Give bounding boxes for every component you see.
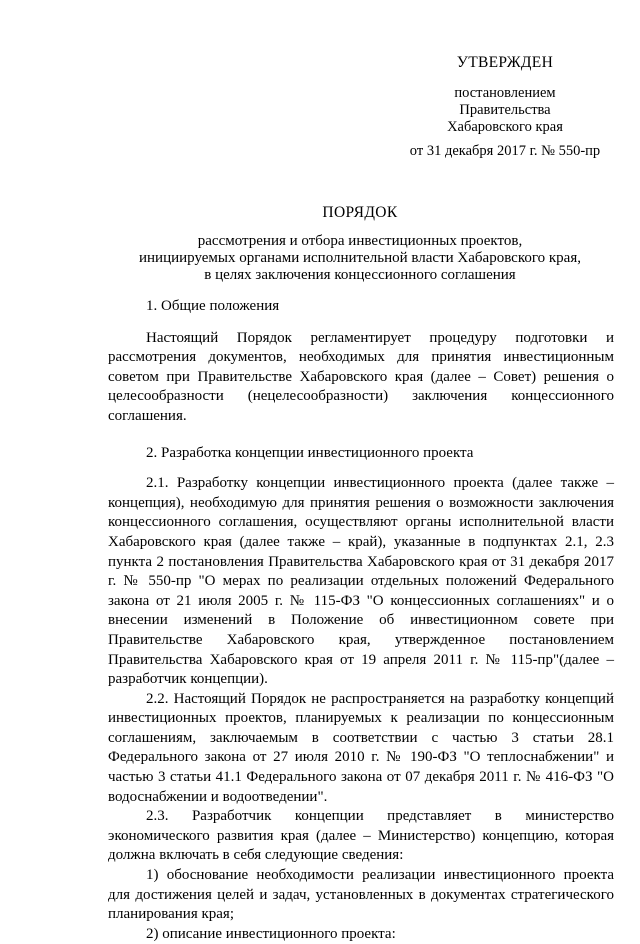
document-title <box>100 204 620 284</box>
approval-stamp <box>395 54 615 160</box>
approval-date: от 31 декабря 2017 г. № 550-пр <box>409 143 601 159</box>
list-item: 2) описание инвестиционного проекта: <box>146 925 396 942</box>
approval-line: постановлением <box>454 85 556 101</box>
paragraph: 2.2. Настоящий Порядок не распространяется на разработку концепций инвестиционных проектов, планируемых к реализации по концессионным соглашениям, заключаемым в соответствии с частью 3 статьи 28.1 Федерального закона от 27 июля 2010 г. № 190-ФЗ "О теплоснабжении" и частью 3 статьи 41.1 Федерального закона от 07 декабря 2011 г. № 416-ФЗ "О водоснабжении и водоотведении". <box>108 690 614 805</box>
approval-line: Правительства <box>459 102 551 118</box>
title-heading: ПОРЯДОК <box>322 204 398 221</box>
paragraph: Настоящий Порядок регламентирует процедуру подготовки и рассмотрения документов, необходимых для принятия инвестиционным советом при Правительстве Хабаровского края (далее – Совет) решения о целесообразности (нецелесообразности) заключения концессионного соглашения. <box>108 329 614 424</box>
title-line: рассмотрения и отбора инвестиционных проектов, <box>197 233 523 249</box>
paragraph: 2.1. Разработку концепции инвестиционного проекта (далее также – концепция), необходимую для принятия решения о возможности заключения концессионного соглашения, осуществляют органы исполнительной власти Хабаровского края (далее также – край), указанные в подпунктах 2.1, 2.3 пункта 2 постановления Правительства Хабаровского края от 31 декабря 2017 г. № 550-пр "О мерах по реализации отдельных положений Федерального закона от 21 июля 2005 г. № 115-ФЗ "О концессионных соглашениях" и о внесении изменений в Положение об инвестиционном совете при Правительстве Хабаровского края, утвержденное постановлением Правительства Хабаровского края от 19 апреля 2011 г. № 115-пр"(далее – разработчик концепции). <box>108 475 614 688</box>
approval-line: Хабаровского края <box>447 119 563 135</box>
section-heading: 1. Общие положения <box>146 298 280 314</box>
approval-heading: УТВЕРЖДЕН <box>456 54 554 71</box>
list-item: 1) обоснование необходимости реализации инвестиционного проекта для достижения целей и задач, установленных в документах стратегического планирования края; <box>108 867 614 923</box>
title-line: инициируемых органами исполнительной власти Хабаровского края, <box>138 250 581 266</box>
title-line: в целях заключения концессионного соглашения <box>204 267 516 283</box>
document-body <box>108 297 614 944</box>
section-heading: 2. Разработка концепции инвестиционного проекта <box>146 444 474 461</box>
paragraph: 2.3. Разработчик концепции представляет в министерство экономического развития края (далее – Министерство) концепцию, которая должна включать в себя следующие сведения: <box>108 808 614 864</box>
